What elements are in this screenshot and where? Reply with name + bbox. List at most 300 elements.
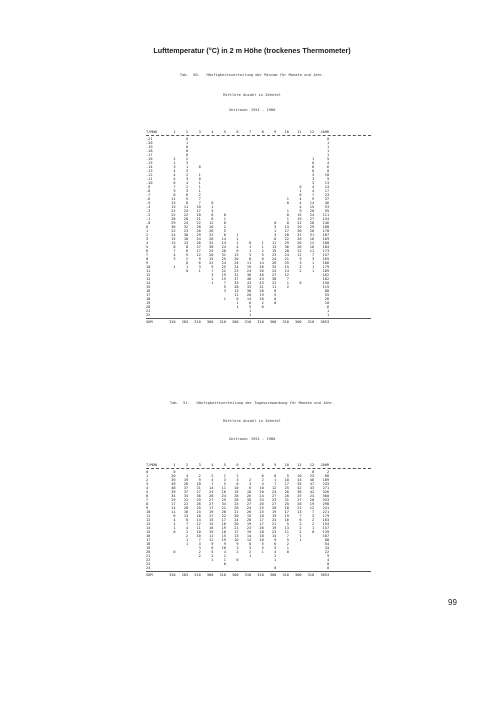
table-cell: 21 — [196, 486, 201, 490]
table-cell: 310 — [244, 573, 252, 577]
row-label: 15 — [146, 530, 151, 534]
table-cell: 24 — [221, 261, 226, 265]
table-cell: 1 — [286, 197, 289, 201]
table-cell: 24 — [284, 253, 289, 257]
table-cell: 26 — [324, 297, 330, 301]
table-cell: 36 — [196, 494, 201, 498]
table-cell: 5 — [261, 542, 264, 546]
table-cell: 26 — [259, 502, 264, 506]
table-cell: 2 — [198, 193, 201, 197]
table-cell: 6 — [186, 249, 189, 253]
table-cell: 10 — [234, 486, 239, 490]
table-cell: 169 — [322, 237, 330, 241]
table-cell: 2 — [186, 257, 189, 261]
table-cell: 189 — [322, 478, 330, 482]
table-cell: 11 — [297, 130, 302, 134]
table-cell: 310 — [194, 573, 201, 577]
table-cell: 0 — [173, 550, 176, 554]
table-cell: 37 — [324, 197, 330, 201]
table-cell: 3 — [311, 177, 315, 181]
table-cell: 9 — [326, 554, 330, 558]
table-cell: 7 — [286, 534, 289, 538]
table-cell: 1 — [236, 237, 239, 241]
table-cell: 13 — [183, 241, 189, 245]
table-cell: 37 — [183, 486, 189, 490]
table-cell: 1 — [236, 233, 239, 237]
table-cell: 0 — [311, 530, 315, 534]
table-cell: 3 — [186, 169, 189, 173]
table-cell: 300 — [206, 320, 214, 324]
table-cell: 25 — [284, 261, 289, 265]
table-cell: 19 — [246, 265, 252, 269]
table-cell: 0 — [311, 165, 315, 169]
table-cell: 2 — [286, 542, 289, 546]
table-cell: 27 — [309, 217, 315, 221]
table-cell — [163, 313, 176, 317]
table-cell: 15 — [297, 213, 302, 217]
table-cell: 20 — [234, 514, 239, 518]
table-cell: 19 — [272, 526, 277, 530]
table-cell: 5 — [261, 546, 264, 550]
table-cell: 4 — [186, 181, 189, 185]
table-cell: 3 — [173, 165, 176, 169]
row-label: -8 — [146, 189, 151, 193]
table-cell: 310 — [169, 573, 176, 577]
table-cell: 11 — [196, 526, 201, 530]
table-cell: 22 — [183, 498, 189, 502]
table-cell: 178 — [322, 229, 330, 233]
table-cell: 6 — [236, 249, 239, 253]
table-cell: 3 — [248, 546, 252, 550]
table-cell: 6 — [261, 257, 264, 261]
table-cell: 4 — [274, 550, 277, 554]
table50-caption: Tab. 50. Häufigkeitsverteilung der Minima für Monate und Jahr. — [179, 73, 325, 77]
table-cell: 10 — [196, 530, 201, 534]
table-cell: 12 — [196, 522, 201, 526]
table-cell: 21 — [297, 506, 302, 510]
table-cell: 157 — [322, 253, 330, 257]
table-cell: 146 — [322, 221, 330, 225]
table-cell: 16 — [209, 526, 214, 530]
table-row — [146, 566, 371, 570]
table-cell: 21 — [234, 510, 239, 514]
table-cell — [251, 566, 264, 570]
table-cell: 3 — [198, 546, 201, 550]
table-cell: 11 — [171, 197, 176, 201]
table-cell: 6 — [211, 546, 214, 550]
table-cell: 14 — [324, 185, 330, 189]
table-cell: 2 — [186, 534, 189, 538]
table-cell: 1 — [311, 526, 315, 530]
table-cell: 32 — [209, 233, 214, 237]
table-cell: 4 — [223, 550, 226, 554]
table-cell: 2 — [186, 130, 189, 134]
table-cell — [188, 566, 201, 570]
table-cell — [201, 313, 214, 317]
table-cell: 4 — [261, 482, 264, 486]
table-cell: 310 — [307, 573, 315, 577]
row-label: 4 — [146, 241, 149, 245]
table-cell: 14 — [221, 237, 226, 241]
table-cell — [163, 566, 176, 570]
table-cell: 326 — [322, 490, 330, 494]
table-cell: 10 — [324, 173, 330, 177]
row-label: SUM — [146, 320, 153, 324]
table-cell: 8 — [186, 518, 189, 522]
row-label: 6 — [146, 249, 149, 253]
table-cell: 8 — [186, 245, 189, 249]
table-cell: 0 — [173, 470, 176, 474]
row-label: -6 — [146, 197, 151, 201]
table-cell: 26 — [259, 265, 264, 269]
table-cell: 29 — [297, 225, 302, 229]
table-cell — [289, 566, 302, 570]
table-cell: 20 — [183, 506, 189, 510]
table-cell: 22 — [196, 221, 201, 225]
table-cell: 1 — [236, 241, 239, 245]
table-cell: 7 — [311, 193, 315, 197]
table-cell: 22 — [171, 209, 176, 213]
table-cell: 24 — [234, 265, 239, 269]
table-cell: 9 — [223, 542, 226, 546]
table-cell — [201, 566, 214, 570]
table-cell: 6 — [236, 130, 239, 134]
table-cell: 0 — [261, 474, 264, 478]
table-cell: 4 — [299, 197, 302, 201]
table-cell: 0 — [286, 213, 289, 217]
table-cell: 7 — [248, 130, 252, 134]
table-cell: 8 — [248, 542, 252, 546]
table-cell: 310 — [169, 320, 176, 324]
table-cell: 6 — [274, 237, 277, 241]
table-cell: 18 — [246, 490, 252, 494]
table-cell: 283 — [181, 320, 189, 324]
table-cell: 12 — [209, 221, 214, 225]
table-cell: 7 — [173, 249, 176, 253]
table-cell: 14 — [246, 534, 252, 538]
table-cell: 3 — [311, 181, 315, 185]
table-cell: 1 — [311, 265, 315, 269]
table-cell: 17 — [284, 229, 289, 233]
table-cell: 15 — [221, 534, 226, 538]
row-label: 0 — [146, 470, 149, 474]
table-cell: 6 — [173, 181, 176, 185]
table-cell: 2 — [198, 550, 201, 554]
table-cell: 13 — [183, 514, 189, 518]
table-cell: 10 — [284, 130, 289, 134]
table-cell: 8 — [186, 201, 189, 205]
table-cell: 3 — [211, 273, 214, 277]
row-label: 8 — [146, 257, 149, 261]
table-cell: 23 — [272, 498, 277, 502]
table-cell: 2 — [186, 530, 189, 534]
table-cell: 25 — [221, 265, 226, 269]
table-cell: 43 — [246, 281, 252, 285]
table-cell: 115 — [322, 285, 330, 289]
table-cell: 14 — [272, 534, 277, 538]
table-cell: 7 — [223, 281, 226, 285]
table-cell: 1 — [223, 474, 226, 478]
table-cell: 8 — [261, 463, 264, 467]
table51-caption: Tab. 51. Häufigkeitsverteilung der Tagesschwankung für Monate und Jahr. — [169, 401, 335, 405]
table-cell: 17 — [209, 514, 214, 518]
table-cell: 2 — [198, 474, 201, 478]
page-number: 99 — [448, 598, 457, 607]
table-cell: 6 — [236, 482, 239, 486]
table-cell: 9 — [211, 542, 214, 546]
row-label: 14 — [146, 526, 151, 530]
table-cell: 31 — [221, 253, 226, 257]
table-cell: 310 — [257, 320, 264, 324]
table-cell: 19 — [297, 217, 302, 221]
table-cell: 17 — [324, 189, 330, 193]
table-cell: 5 — [223, 229, 226, 233]
table-cell: 1 — [274, 229, 277, 233]
table-cell: 18 — [259, 530, 264, 534]
table-cell: 16 — [309, 245, 315, 249]
row-label: 18 — [146, 297, 151, 301]
table-cell: 7 — [186, 522, 189, 526]
table-cell: 29 — [196, 498, 201, 502]
table-cell: 29 — [284, 241, 289, 245]
table-cell: 0 — [173, 530, 176, 534]
table-cell: 37 — [234, 277, 239, 281]
table-cell: 4 — [311, 189, 315, 193]
table-cell: 18 — [259, 514, 264, 518]
table-cell: 18 — [196, 213, 201, 217]
table-cell: 53 — [324, 205, 330, 209]
table-cell: 2 — [248, 478, 252, 482]
table-cell — [213, 566, 226, 570]
table-cell: 3 — [186, 189, 189, 193]
table-cell: 28 — [221, 249, 226, 253]
table-cell: 28 — [284, 494, 289, 498]
table-cell: 17 — [196, 249, 201, 253]
table-cell: 0 — [198, 165, 201, 169]
row-label: -12 — [146, 173, 153, 177]
table-cell: 17 — [259, 518, 264, 522]
table-cell: 13 — [284, 526, 289, 530]
table-cell: 3 — [274, 233, 277, 237]
table-cell: 17 — [259, 522, 264, 526]
table-cell: JAHR — [320, 463, 330, 467]
table-cell: 23 — [324, 193, 330, 197]
table-cell: 0 — [248, 241, 252, 245]
table-cell: 1 — [173, 265, 176, 269]
table-cell: 15 — [309, 205, 315, 209]
table-cell: 46 — [324, 201, 330, 205]
row-label: 0 — [146, 225, 149, 229]
table-cell: 29 — [196, 233, 201, 237]
table-cell: 12 — [209, 538, 214, 542]
table-cell: 0 — [299, 193, 302, 197]
row-label: 6 — [146, 494, 149, 498]
table-cell: 1 — [186, 542, 189, 546]
table-cell: 17 — [284, 510, 289, 514]
table-cell: 34 — [171, 494, 176, 498]
table-cell: 13 — [234, 534, 239, 538]
table-cell: 19 — [284, 514, 289, 518]
table-cell: 221 — [322, 510, 330, 514]
table-cell: 5 — [223, 463, 226, 467]
table-cell: 32 — [183, 225, 189, 229]
table-cell: 10 — [196, 534, 201, 538]
table-cell: 162 — [322, 273, 330, 277]
table-cell: 20 — [259, 490, 264, 494]
table-cell: 21 — [284, 257, 289, 261]
table-cell: 19 — [272, 510, 277, 514]
table-cell: 26 — [196, 241, 201, 245]
table-cell: 310 — [219, 573, 226, 577]
table-cell: 23 — [246, 526, 252, 530]
table-cell: 4 — [173, 173, 176, 177]
table-cell: 9 — [211, 265, 214, 269]
table-cell: 2 — [211, 474, 214, 478]
table-cell: 1 — [261, 550, 264, 554]
table-cell: 1 — [236, 301, 239, 305]
table-cell: 188 — [322, 225, 330, 229]
table-cell: 30 — [272, 277, 277, 281]
table-cell: 2 — [311, 518, 315, 522]
table-cell: 9 — [326, 177, 330, 181]
table-cell: 13 — [284, 225, 289, 229]
row-label: -19 — [146, 145, 153, 149]
row-label: SUM — [146, 573, 153, 577]
row-label: 20 — [146, 550, 151, 554]
table-cell: 180 — [322, 241, 330, 245]
table-cell: 3 — [186, 161, 189, 165]
table-cell: 24 — [259, 494, 264, 498]
row-label: 7 — [146, 253, 149, 257]
row-label: 5 — [146, 245, 149, 249]
table-cell: 16 — [284, 518, 289, 522]
table-cell: 2 — [186, 173, 189, 177]
table-cell: 2 — [236, 550, 239, 554]
table-header — [146, 130, 371, 134]
table-cell: 3 — [198, 130, 201, 134]
table-cell: 6 — [299, 518, 302, 522]
table-cell: 1 — [311, 269, 315, 273]
table-cell: 8 — [326, 169, 330, 173]
table-cell: 19 — [246, 530, 252, 534]
table-cell: 11 — [284, 530, 289, 534]
table-cell: 5 — [286, 522, 289, 526]
table-cell: 27 — [272, 494, 277, 498]
row-label: 8 — [146, 502, 149, 506]
table-cell: 23 — [272, 281, 277, 285]
table-cell: 0 — [274, 221, 277, 225]
table-cell: 0 — [261, 305, 264, 309]
table-cell: 310 — [244, 320, 252, 324]
table-cell: 27 — [196, 490, 201, 494]
row-label: -1 — [146, 217, 151, 221]
table-cell: 0 — [299, 281, 302, 285]
table-cell: 24 — [221, 245, 226, 249]
table-cell: 22 — [171, 213, 176, 217]
row-label: -16 — [146, 157, 153, 161]
table-cell: 26 — [183, 482, 189, 486]
table-cell: 3 — [223, 289, 226, 293]
table-cell: 184 — [322, 245, 330, 249]
table-cell: 42 — [297, 486, 302, 490]
table-cell: 20 — [246, 293, 252, 297]
table-cell: 1 — [236, 305, 239, 309]
table-cell: 16 — [183, 510, 189, 514]
table-cell: 39 — [171, 490, 176, 494]
table-cell: 46 — [259, 273, 264, 277]
table-cell: 24 — [309, 213, 315, 217]
table-cell: 2 — [261, 301, 264, 305]
table-cell: 12 — [272, 486, 277, 490]
table-cell: 10 — [259, 538, 264, 542]
table-cell: 15 — [209, 518, 214, 522]
table-cell: 29 — [309, 225, 315, 229]
table-cell: 31 — [309, 233, 315, 237]
table-cell: 6 — [274, 289, 277, 293]
table-header — [146, 463, 371, 467]
table-cell: 0 — [311, 470, 315, 474]
table-cell: 1 — [173, 463, 176, 467]
table-cell: 6 — [173, 514, 176, 518]
table-cell: 21 — [234, 526, 239, 530]
table-cell: 15 — [221, 277, 226, 281]
row-label: 12 — [146, 518, 151, 522]
table-cell: 29 — [171, 498, 176, 502]
table-cell: 2 — [261, 249, 264, 253]
table-cell: 33 — [259, 498, 264, 502]
table-cell: 7 — [211, 269, 214, 273]
table-cell: 2 — [186, 463, 189, 467]
row-label: 13 — [146, 277, 151, 281]
table-cell: 300 — [206, 573, 214, 577]
row-label: 2 — [146, 478, 149, 482]
table-cell: 1 — [223, 554, 226, 558]
table-cell: 4 — [326, 558, 330, 562]
table-cell: 0 — [274, 566, 277, 570]
table-cell: 19 — [259, 293, 264, 297]
table-cell: 19 — [272, 249, 277, 253]
table-cell: 31 — [284, 498, 289, 502]
table-cell: 32 — [209, 241, 214, 245]
table-cell: 0 — [186, 261, 189, 265]
table-cell: 15 — [284, 265, 289, 269]
row-label: 14 — [146, 281, 151, 285]
table-cell: 8 — [286, 221, 289, 225]
table-cell: 11 — [309, 249, 315, 253]
table-cell: 5 — [248, 305, 252, 309]
table-cell: 310 — [282, 573, 289, 577]
table-cell: 3 — [248, 253, 252, 257]
table-cell: 3 — [236, 546, 239, 550]
table-cell: 7 — [311, 253, 315, 257]
table-cell: 24 — [234, 518, 239, 522]
table-cell: 7 — [198, 201, 201, 205]
table-cell: 13 — [171, 201, 176, 205]
table-cell: 28 — [309, 498, 315, 502]
row-label: 10 — [146, 265, 151, 269]
table-cell: 1 — [326, 153, 330, 157]
row-label: 11 — [146, 514, 151, 518]
table-cell: 43 — [259, 281, 264, 285]
table-cell: 27 — [272, 502, 277, 506]
table-cell: 298 — [322, 502, 330, 506]
table-cell: 26 — [297, 245, 302, 249]
table-cell: 14 — [171, 506, 176, 510]
table-cell: 15 — [171, 237, 176, 241]
table-cell: 5 — [186, 197, 189, 201]
row-label: 23 — [146, 562, 151, 566]
table-cell: 17 — [209, 506, 214, 510]
